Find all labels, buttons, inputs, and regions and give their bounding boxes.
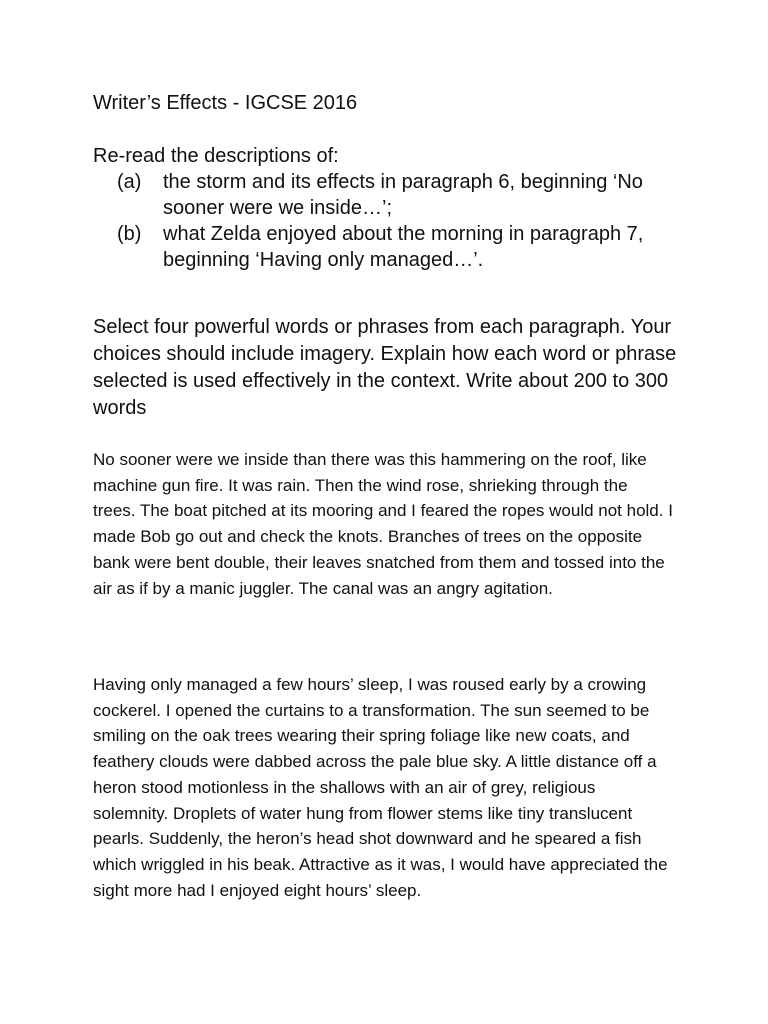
intro-text: Re-read the descriptions of: — [93, 145, 339, 167]
list-item-b — [117, 221, 687, 273]
list-item-a — [117, 169, 687, 221]
passage-paragraph-6: No sooner were we inside than there was this hammering on the roof, like machine gun fire. It was rain. Then the wind rose, shrieking through the trees. The boat pitched at its mooring and I feared the ropes would not hold. I made Bob go out and check the knots. Branches of trees on the opposite bank were bent double, their leaves snatched from them and tossed into the air as if by a manic juggler. The canal was an angry agitation. — [93, 450, 673, 598]
task-instructions: Select four powerful words or phrases from each paragraph. Your choices should include imagery. Explain how each word or phrase selected is used effectively in the context. Write about 200 to 300 words — [93, 316, 677, 419]
passage-paragraph-7: Having only managed a few hours’ sleep, I was roused early by a crowing cockerel. I opened the curtains to a transformation. The sun seemed to be smiling on the oak trees wearing their spring foliage like new coats, and feathery clouds were dabbed across the pale blue sky. A little distance off a heron stood motionless in the shallows with an air of grey, religious solemnity. Droplets of water hung from flower stems like tiny translucent pearls. Suddenly, the heron’s head shot downward and he speared a fish which wriggled in his beak. Attractive as it was, I would have appreciated the sight more had I enjoyed eight hours’ sleep. — [93, 675, 668, 900]
list-marker-a: (a) — [117, 171, 142, 193]
document-title: Writer’s Effects - IGCSE 2016 — [93, 92, 358, 114]
list-marker-b: (b) — [117, 223, 142, 245]
list-text-a: the storm and its effects in paragraph 6, beginning ‘No sooner were we inside…’; — [163, 171, 643, 219]
list-text-b: what Zelda enjoyed about the morning in paragraph 7, beginning ‘Having only managed…’. — [163, 223, 644, 271]
